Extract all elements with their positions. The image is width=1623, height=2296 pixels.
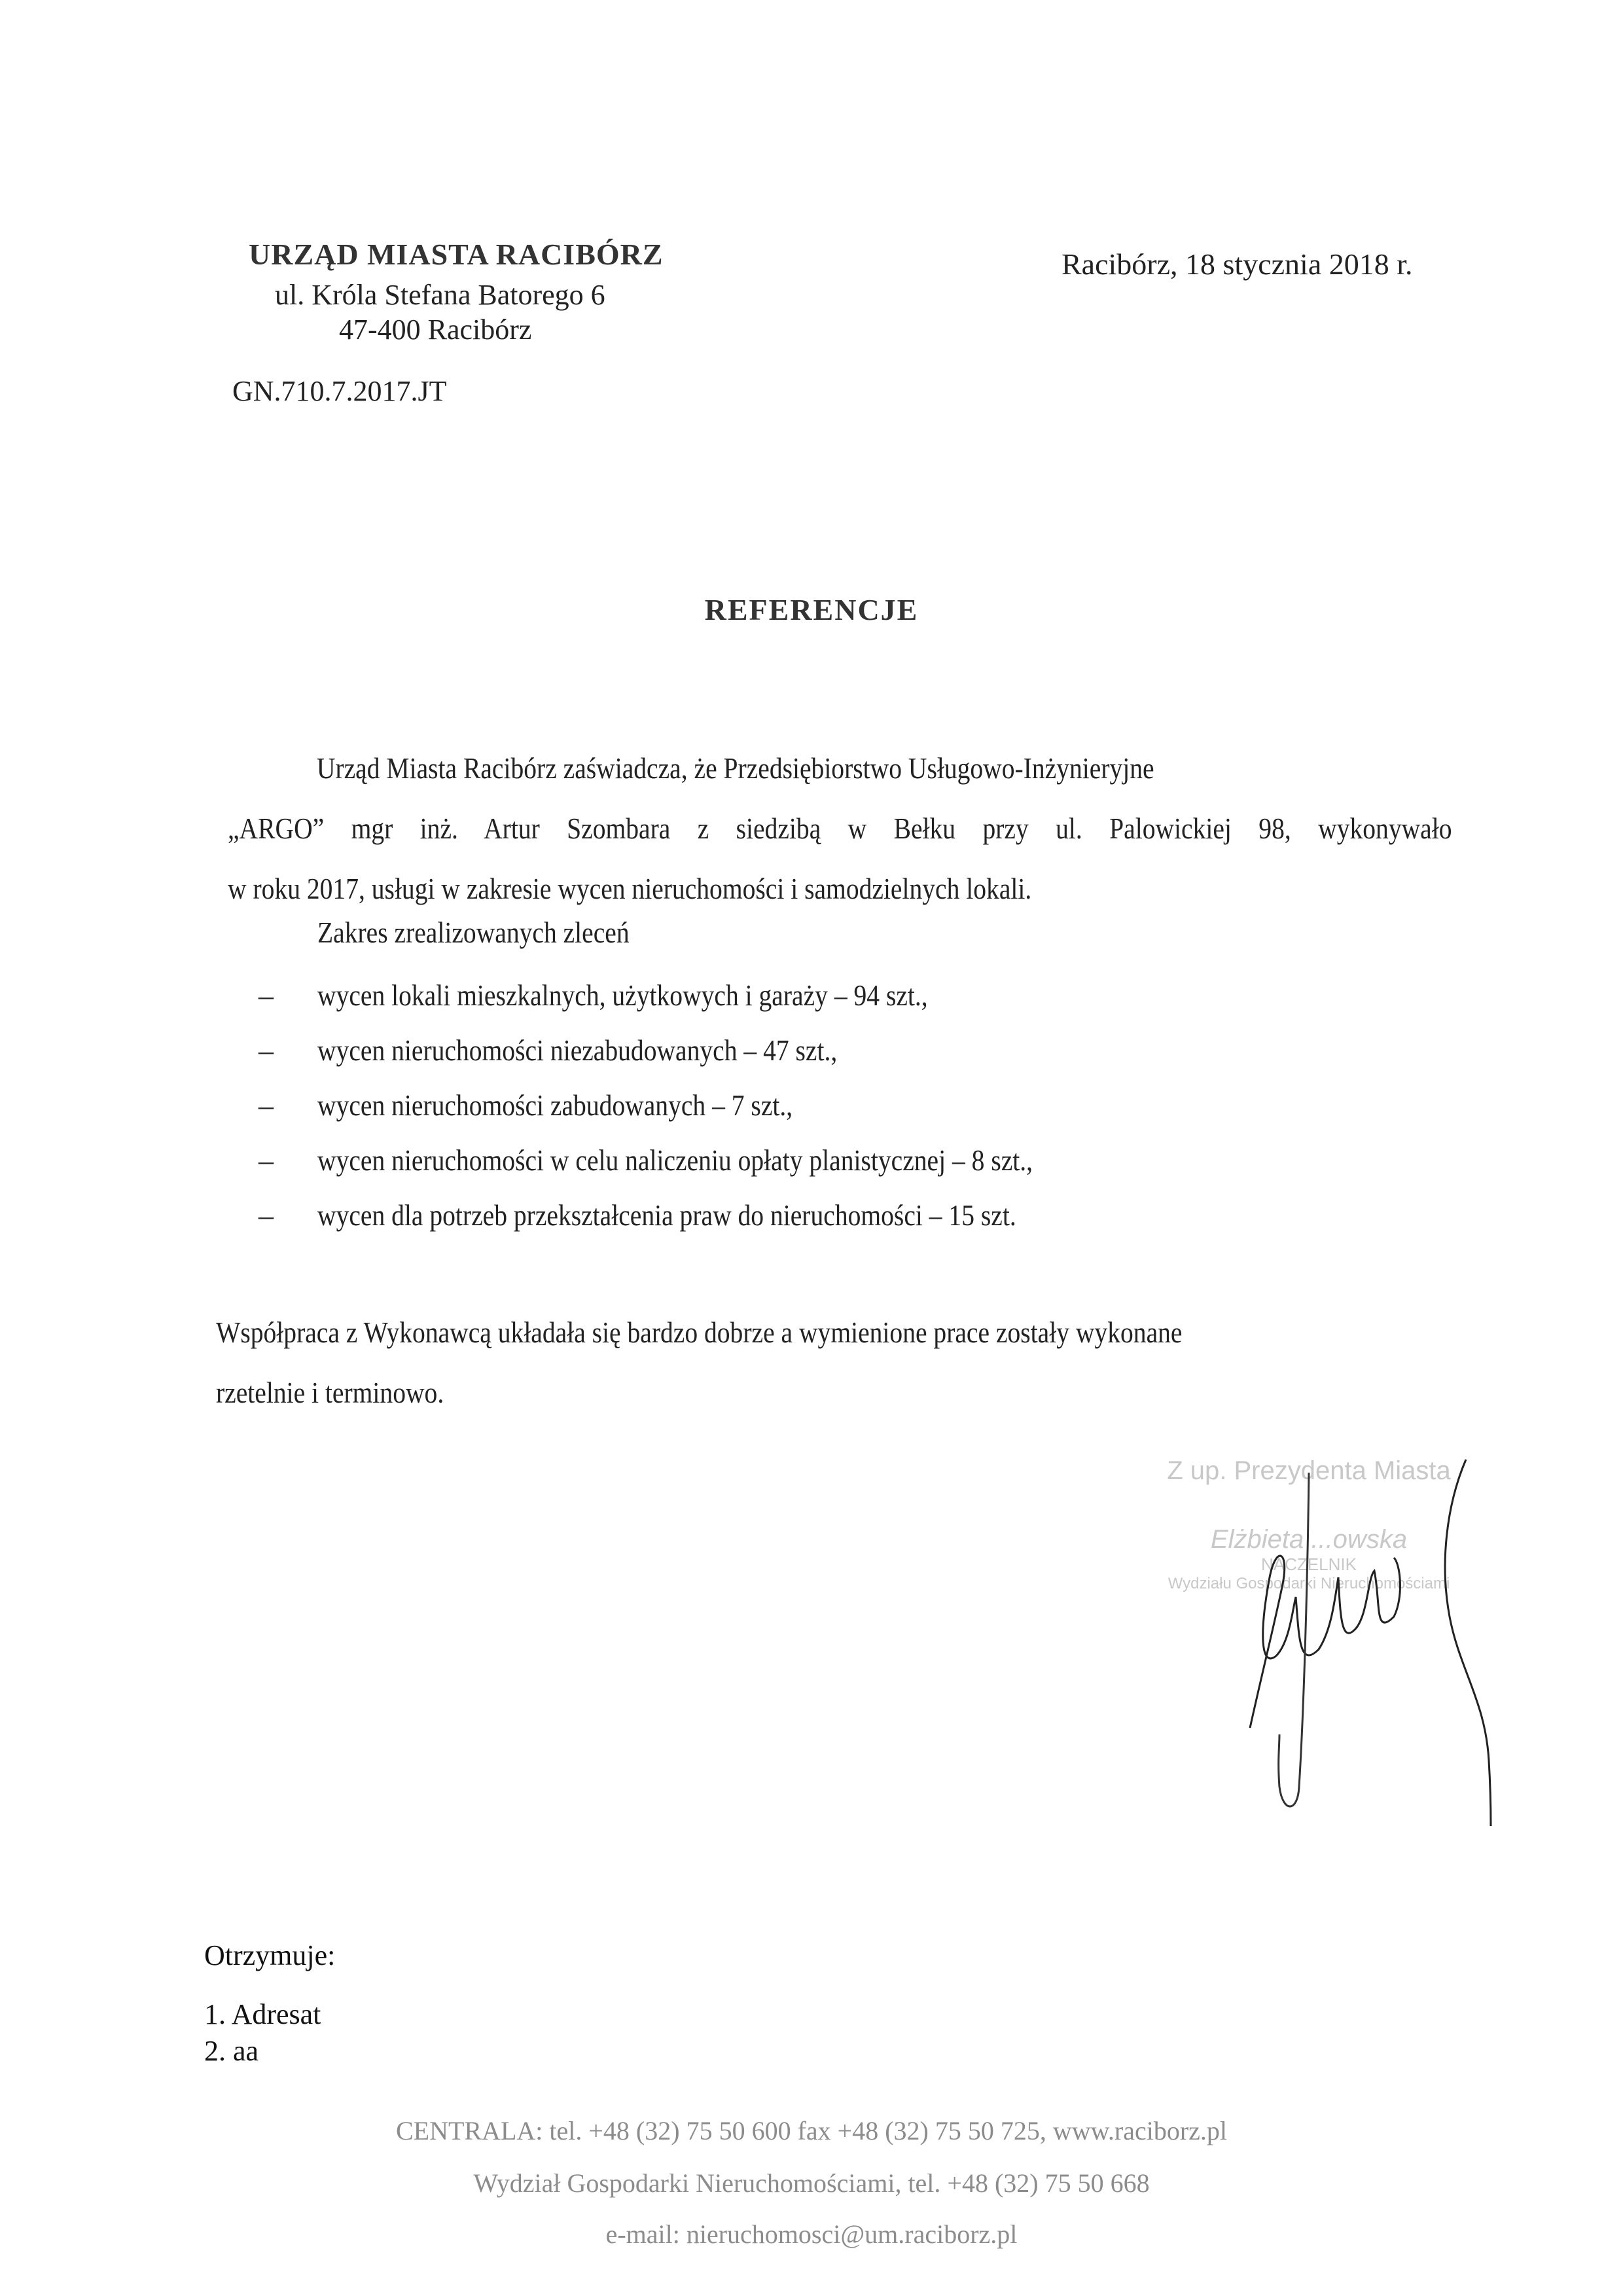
body-paragraph (228, 738, 1452, 919)
closing-line: Współpraca z Wykonawcą układała się bardzo dobrze a wymienione prace zostały wykonane (216, 1316, 1183, 1349)
stamp-position: NACZELNIK (1261, 1554, 1357, 1574)
dash-bullet: – (259, 978, 274, 1012)
recipients-list (204, 1996, 321, 2070)
list-item (259, 1022, 1149, 1077)
list-item (259, 1132, 1149, 1187)
list-item (259, 1187, 1149, 1242)
list-item-text: wycen nieruchomości w celu naliczeniu opłaty planistycznej – 8 szt., (317, 1143, 1033, 1177)
scope-list (259, 967, 1149, 1242)
list-item-text: wycen nieruchomości niezabudowanych – 47 szt., (317, 1033, 838, 1067)
closing-line: rzetelnie i terminowo. (216, 1376, 444, 1409)
dash-bullet: – (259, 1143, 274, 1177)
recipient-item: 2. aa (204, 2035, 259, 2067)
stamp-signatory-name: Elżbieta ...owska (1210, 1525, 1408, 1554)
sender-name: URZĄD MIASTA RACIBÓRZ (249, 238, 664, 271)
document-title: REFERENCJE (704, 593, 919, 626)
dash-bullet: – (259, 1033, 274, 1067)
list-item-text: wycen lokali mieszkalnych, użytkowych i garaży – 94 szt., (317, 978, 928, 1012)
scope-heading: Zakres zrealizowanych zleceń (317, 916, 630, 949)
signature-stroke (1250, 1556, 1338, 1728)
signature-stroke (1338, 1558, 1400, 1633)
signature-stroke (1279, 1473, 1309, 1806)
dash-bullet: – (259, 1198, 274, 1232)
signature-stroke (1445, 1460, 1491, 1826)
sender-street: ul. Króla Stefana Batorego 6 (275, 279, 605, 311)
recipient-item: 1. Adresat (204, 1998, 321, 2030)
sender-city: 47-400 Racibórz (339, 314, 532, 346)
list-item (259, 967, 1149, 1022)
footer-contact-central: CENTRALA: tel. +48 (32) 75 50 600 fax +48 (32) 75 50 725, www.raciborz.pl (395, 2116, 1228, 2145)
footer-email: e-mail: nieruchomosci@um.raciborz.pl (605, 2219, 1018, 2249)
list-item-text: wycen dla potrzeb przekształcenia praw do nieruchomości – 15 szt. (317, 1198, 1016, 1232)
reference-number: GN.710.7.2017.JT (232, 375, 447, 407)
stamp-authority: Z up. Prezydenta Miasta (1167, 1456, 1451, 1485)
recipients-label: Otrzymuje: (204, 1939, 336, 1971)
document-date: Racibórz, 18 stycznia 2018 r. (1061, 247, 1413, 281)
closing-paragraph (216, 1302, 1182, 1423)
paragraph-line: w roku 2017, usługi w zakresie wycen nieruchomości i samodzielnych lokali. (228, 872, 1032, 905)
paragraph-line: „ARGO” mgr inż. Artur Szombara z siedzibą w Bełku przy ul. Palowickiej 98, wykonywało (228, 812, 1452, 845)
handwritten-signature (1178, 1420, 1492, 1826)
list-item (259, 1077, 1149, 1132)
footer-contact-department: Wydział Gospodarki Nieruchomościami, tel. +48 (32) 75 50 668 (473, 2168, 1150, 2198)
list-item-text: wycen nieruchomości zabudowanych – 7 szt., (317, 1088, 793, 1122)
paragraph-line: Urząd Miasta Racibórz zaświadcza, że Przedsiębiorstwo Usługowo-Inżynieryjne (316, 751, 1154, 785)
dash-bullet: – (259, 1088, 274, 1122)
stamp-department: Wydziału Gospodarki Nieruchomościami (1168, 1575, 1450, 1592)
